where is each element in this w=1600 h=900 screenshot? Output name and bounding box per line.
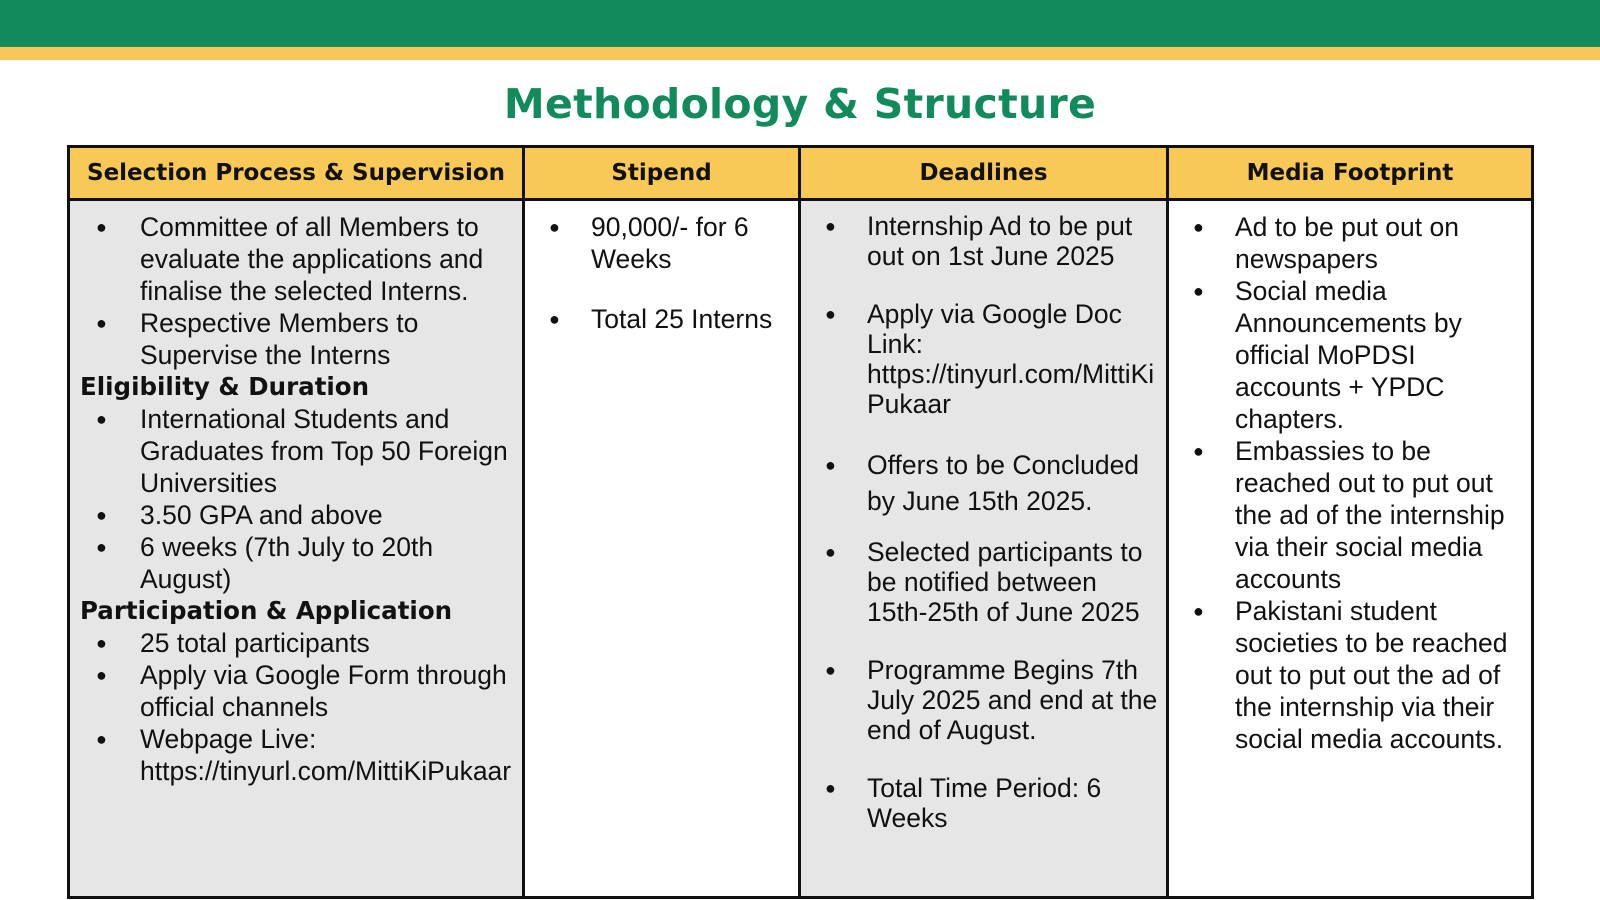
list-item: ● Offers to be Concluded by June 15th 2025. [811, 447, 1158, 519]
deadlines-cell [801, 201, 1169, 896]
list-item: ● Committee of all Members to evaluate the applications and finalise the selected Interns. [80, 211, 514, 307]
eligibility-list [80, 403, 514, 595]
deadlines-list [811, 211, 1158, 833]
header-band-green [0, 0, 1600, 47]
table-header-row [70, 148, 1531, 201]
list-item: ● 3.50 GPA and above [80, 499, 514, 531]
page-title: Methodology & Structure [503, 80, 1097, 128]
selection-cell [70, 201, 525, 896]
list-item: ● 25 total participants [80, 627, 514, 659]
webpage-link[interactable]: https://tinyurl.com/MittiKiPukaar [140, 756, 512, 786]
list-item: ● Internship Ad to be put out on 1st June 2025 [811, 211, 1158, 271]
list-item: ● Programme Begins 7th July 2025 and end at the end of August. [811, 655, 1158, 745]
list-item [811, 299, 1158, 419]
header-stipend: Stipend [525, 148, 801, 198]
list-item: ● Total 25 Interns [535, 303, 790, 335]
list-item: ● Social media Announcements by official MoPDSI accounts + YPDC chapters. [1179, 275, 1523, 435]
stipend-list [535, 211, 790, 335]
header-selection: Selection Process & Supervision [70, 148, 525, 198]
apply-link[interactable]: https://tinyurl.com/MittiKiPukaar [867, 359, 1155, 419]
list-item: ● Total Time Period: 6 Weeks [811, 773, 1158, 833]
selection-list [80, 211, 514, 371]
list-item: ● Embassies to be reached out to put out the ad of the internship via their social media accounts [1179, 435, 1523, 595]
list-item: ● Ad to be put out on newspapers [1179, 211, 1523, 275]
list-item: ● Apply via Google Form through official channels [80, 659, 514, 723]
stipend-cell [525, 201, 801, 896]
list-item: ● International Students and Graduates from Top 50 Foreign Universities [80, 403, 514, 499]
media-cell [1169, 201, 1531, 896]
list-item: ● 6 weeks (7th July to 20th August) [80, 531, 514, 595]
header-media: Media Footprint [1246, 160, 1454, 186]
media-list [1179, 211, 1523, 755]
table-body-row [70, 201, 1531, 896]
list-item: ● Respective Members to Supervise the Interns [80, 307, 514, 371]
list-item: ● 90,000/- for 6 Weeks [535, 211, 790, 275]
participation-list [80, 627, 514, 787]
apply-label: Apply via Google Doc Link: [867, 299, 1122, 359]
webpage-label: Webpage Live: [140, 724, 317, 754]
participation-heading: Participation & Application [80, 596, 453, 625]
list-item: ● Selected participants to be notified between 15th-25th of June 2025 [811, 537, 1158, 627]
eligibility-heading: Eligibility & Duration [80, 372, 370, 401]
list-item [80, 723, 514, 787]
list-item: ● Pakistani student societies to be reached out to put out the ad of the internship via their social media accounts. [1179, 595, 1523, 755]
header-band-yellow [0, 47, 1600, 60]
methodology-table [67, 145, 1534, 899]
header-deadlines: Deadlines [801, 148, 1169, 198]
